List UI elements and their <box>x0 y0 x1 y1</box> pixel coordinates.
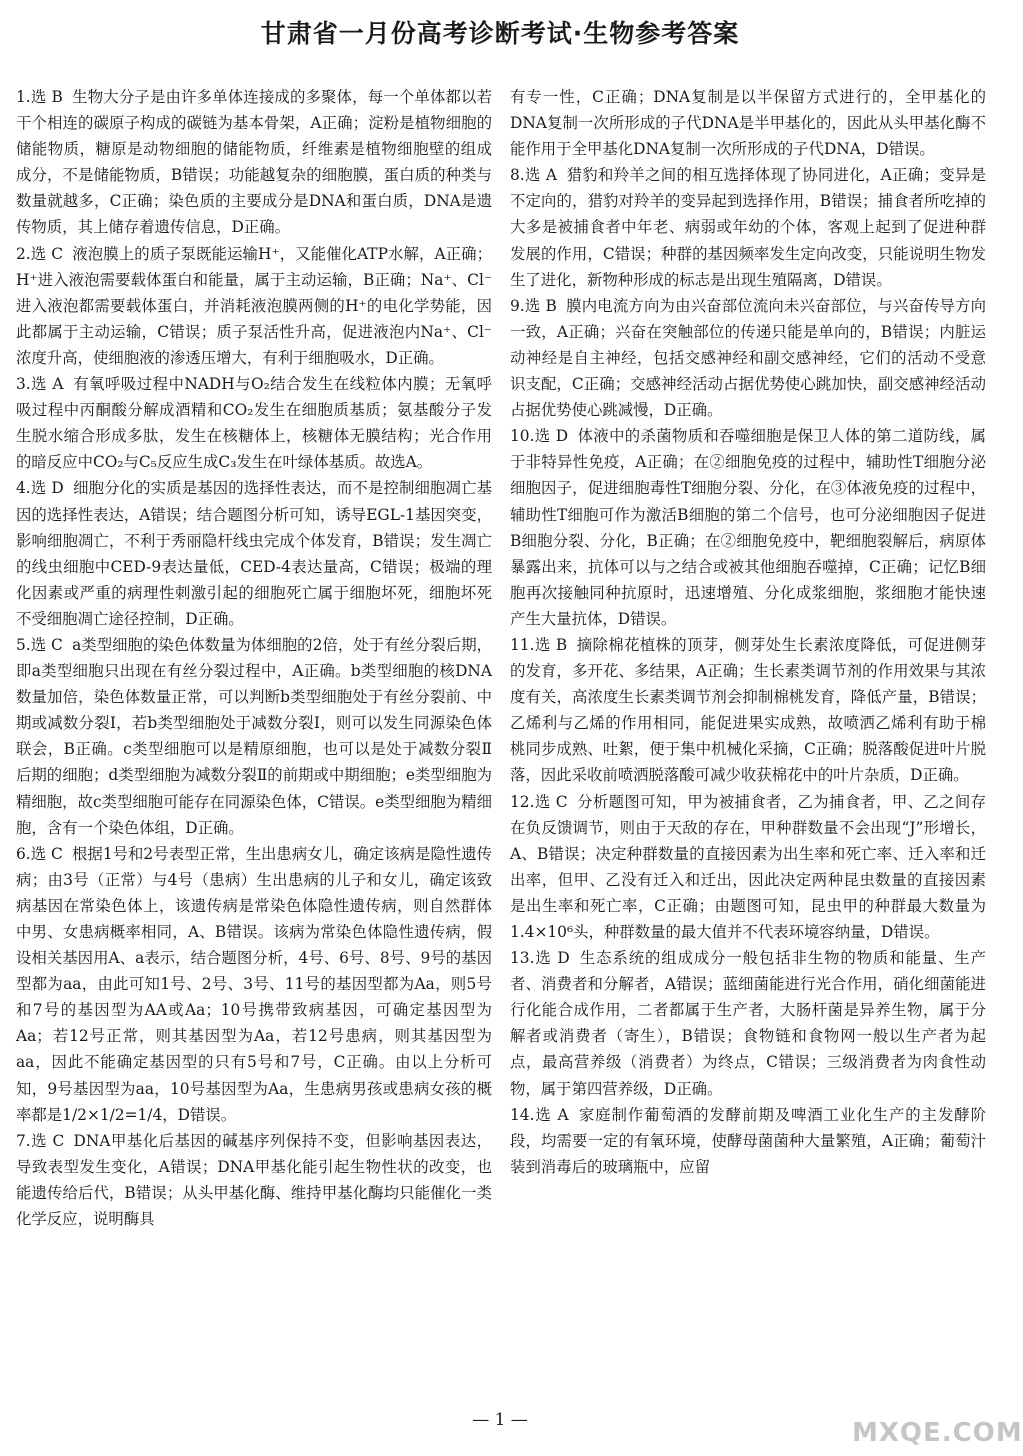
answer-text: 猎豹和羚羊之间的相互选择体现了协同进化，A正确；变异是不定向的，猎豹对羚羊的变异起到选择作用，B错误；捕食者所吃掉的大多是被捕食者中年老、病弱或年幼的个体，客观上起到了促进种群发展的作用，C错误；种群的基因频率发生定向改变，只能说明生物发生了进化，新物种形成的标志是出现生殖隔离，D错误。 <box>510 166 986 289</box>
answer-item <box>16 475 492 632</box>
answer-text: 细胞分化的实质是基因的选择性表达，而不是控制细胞凋亡基因的选择性表达，A错误；结合题图分析可知，诱导EGL-1基因突变，影响细胞凋亡，不利于秀丽隐杆线虫完成个体发育，B错误；发生凋亡的线虫细胞中CED-9表达量低，CED-4表达量高，C错误；极端的理化因素或严重的病理性刺激引起的细胞死亡属于细胞坏死，细胞坏死不受细胞凋亡途径控制，D正确。 <box>16 479 492 628</box>
answer-text: DNA甲基化后基因的碱基序列保持不变，但影响基因表达，导致表型发生变化，A错误；DNA甲基化能引起生物性状的改变，也能遗传给后代，B错误；从头甲基化酶、维持甲基化酶均只能催化一类化学反应，说明酶具 <box>16 1131 493 1229</box>
answer-item <box>16 841 492 1128</box>
answer-text: 膜内电流方向为由兴奋部位流向未兴奋部位，与兴奋传导方向一致，A正确；兴奋在突触部位的传递只能是单向的，B错误；内脏运动神经是自主神经，包括交感神经和副交感神经，它们的活动不受意识支配，C正确；交感神经活动占据优势使心跳加快，副交感神经活动占据优势使心跳减慢，D正确。 <box>510 296 986 420</box>
answer-item <box>510 632 986 789</box>
answer-head: 7.选 C <box>16 1131 65 1150</box>
answer-text: 生态系统的组成成分一般包括非生物的物质和能量、生产者、消费者和分解者，A错误；蓝细菌能进行光合作用，硝化细菌能进行化能合成作用，二者都属于生产者，大肠杆菌是异养生物，属于分解者或消费者（寄生），B错误；食物链和食物网一般以生产者为起点，最高营养级（消费者）为终点，C错误；三级消费者为肉食性动物，属于第四营养级，D正确。 <box>510 949 986 1098</box>
left-column <box>16 84 492 1232</box>
answer-text: 体液中的杀菌物质和吞噬细胞是保卫人体的第二道防线，属于非特异性免疫，A正确；在②细胞免疫的过程中，辅助性T细胞分泌细胞因子，促进细胞毒性T细胞分裂、分化，在③体液免疫的过程中，辅助性T细胞可作为激活B细胞的第二个信号，也可分泌细胞因子促进B细胞分裂、分化，B正确；在②细胞免疫中，靶细胞裂解后，病原体暴露出来，抗体可以与之结合或被其他细胞吞噬掉，C正确；记忆B细胞再次接触同种抗原时，迅速增殖、分化成浆细胞，浆细胞才能快速产生大量抗体，D错误。 <box>510 427 986 628</box>
answer-head: 1.选 B <box>16 88 63 106</box>
answer-item <box>16 241 492 371</box>
answer-text: 生物大分子是由许多单体连接成的多聚体，每一个单体都以若干个相连的碳原子构成的碳链为基本骨架，A正确；淀粉是植物细胞的储能物质，糖原是动物细胞的储能物质，纤维素是植物细胞壁的组成成分，不是储能物质，B错误；功能越复杂的细胞膜，蛋白质的种类与数量就越多，C正确；染色质的主要成分是DNA和蛋白质，DNA是遗传物质，其上储存着遗传信息，D正确。 <box>16 88 492 237</box>
answer-item <box>16 1128 492 1232</box>
answer-continuation: 有专一性，C正确；DNA复制是以半保留方式进行的，全甲基化的DNA复制一次所形成的子代DNA是半甲基化的，因此从头甲基化酶不能作用于全甲基化DNA复制一次所形成的子代DNA，D错误。 <box>510 88 986 159</box>
answer-item <box>16 371 492 475</box>
answer-item <box>510 423 986 632</box>
answer-head: 12.选 C <box>510 792 568 811</box>
answer-item <box>510 162 986 292</box>
answer-text: 摘除棉花植株的顶芽，侧芽处生长素浓度降低，可促进侧芽的发育，多开花、多结果，A正确；生长素类调节剂的作用效果与其浓度有关，高浓度生长素类调节剂会抑制棉桃发育，降低产量，B错误；乙烯利与乙烯的作用相同，能促进果实成熟，故喷洒乙烯利有助于棉桃同步成熟、吐絮，便于集中机械化采摘，C正确；脱落酸促进叶片脱落，因此采收前喷洒脱落酸可减少收获棉花中的叶片杂质，D正确。 <box>510 635 986 785</box>
answer-head: 10.选 D <box>510 427 569 446</box>
answer-item <box>510 1102 986 1180</box>
answer-item <box>510 789 986 946</box>
answer-text: 有氧呼吸过程中NADH与O₂结合发生在线粒体内膜；无氧呼吸过程中丙酮酸分解成酒精和CO₂发生在细胞质基质；氨基酸分子发生脱水缩合形成多肽，发生在核糖体上，核糖体无膜结构；光合作用的暗反应中CO₂与C₅反应生成C₃发生在叶绿体基质。故选A。 <box>16 375 492 472</box>
answer-text: 根据1号和2号表型正常，生出患病女儿，确定该病是隐性遗传病；由3号（正常）与4号（患病）生出患病的儿子和女儿，确定该致病基因在常染色体上，该遗传病是常染色体隐性遗传病，则自然群体中男、女患病概率相同，A、B错误。该病为常染色体隐性遗传病，假设相关基因用A、a表示，结合题图分析，4号、6号、8号、9号的基因型都为aa，由此可知1号、2号、3号、11号的基因型都为Aa，则5号和7号的基因型为AA或Aa；10号携带致病基因，可确定基因型为Aa；若12号正常，则其基因型为Aa，若12号患病，则其基因型为aa，因此不能确定基因型的只有5号和7号，C正确。由以上分析可知，9号基因型为aa，10号基因型为Aa，生患病男孩或患病女孩的概率都是1/2×1/2=1/4，D错误。 <box>16 844 492 1124</box>
page-title: 甘肃省一月份高考诊断考试·生物参考答案 <box>260 19 740 48</box>
watermark-logo: MXQE.COM <box>852 1418 1023 1448</box>
answer-item <box>16 84 492 241</box>
answer-head: 13.选 D <box>510 949 570 968</box>
answer-head: 11.选 B <box>510 635 568 654</box>
answer-head: 14.选 A <box>510 1105 569 1124</box>
answer-head: 6.选 C <box>16 844 63 863</box>
right-column <box>510 84 986 1180</box>
answer-head: 3.选 A <box>16 375 64 394</box>
answer-item <box>510 293 986 423</box>
answer-item <box>510 945 986 1102</box>
answer-text: 液泡膜上的质子泵既能运输H⁺，又能催化ATP水解，A正确；H⁺进入液泡需要载体蛋白和能量，属于主动运输，B正确；Na⁺、Cl⁻进入液泡都需要载体蛋白，并消耗液泡膜两侧的H⁺的电化学势能，因此都属于主动运输，C错误；质子泵活性升高，促进液泡内Na⁺、Cl⁻浓度升高，使细胞液的渗透压增大，有利于细胞吸水，D正确。 <box>16 244 492 367</box>
answer-head: 4.选 D <box>16 479 64 498</box>
answer-head: 5.选 C <box>16 635 63 654</box>
answer-head: 8.选 A <box>510 166 558 185</box>
answer-head: 9.选 B <box>510 296 557 315</box>
answer-head: 2.选 C <box>16 244 63 263</box>
answer-text: 家庭制作葡萄酒的发酵前期及啤酒工业化生产的主发酵阶段，均需要一定的有氧环境，使酵母菌菌种大量繁殖，A正确；葡萄汁装到消毒后的玻璃瓶中，应留 <box>510 1105 986 1176</box>
page-number: — 1 — <box>472 1410 528 1430</box>
answer-item <box>16 632 492 841</box>
answer-text: 分析题图可知，甲为被捕食者，乙为捕食者，甲、乙之间存在负反馈调节，则由于天敌的存在，甲种群数量不会出现“J”形增长，A、B错误；决定种群数量的直接因素为出生率和死亡率、迁入率和迁出率，但甲、乙没有迁入和迁出，因此决定两种昆虫数量的直接因素是出生率和死亡率，C正确；由题图可知，昆虫甲的种群最大数量为1.4×10⁶头，种群数量的最大值并不代表环境容纳量，D错误。 <box>510 792 986 941</box>
answer-text: a类型细胞的染色体数量为体细胞的2倍，处于有丝分裂后期，即a类型细胞只出现在有丝分裂过程中，A正确。b类型细胞的核DNA数量加倍，染色体数量正常，可以判断b类型细胞处于有丝分裂前、中期或减数分裂Ⅰ，若b类型细胞处于减数分裂Ⅰ，则可以发生同源染色体联会，B正确。c类型细胞可以是精原细胞，也可以是处于减数分裂Ⅱ后期的细胞；d类型细胞为减数分裂Ⅱ的前期或中期细胞；e类型细胞为精细胞，故c类型细胞可能存在同源染色体，C错误。e类型细胞为精细胞，含有一个染色体组，D正确。 <box>16 635 493 837</box>
